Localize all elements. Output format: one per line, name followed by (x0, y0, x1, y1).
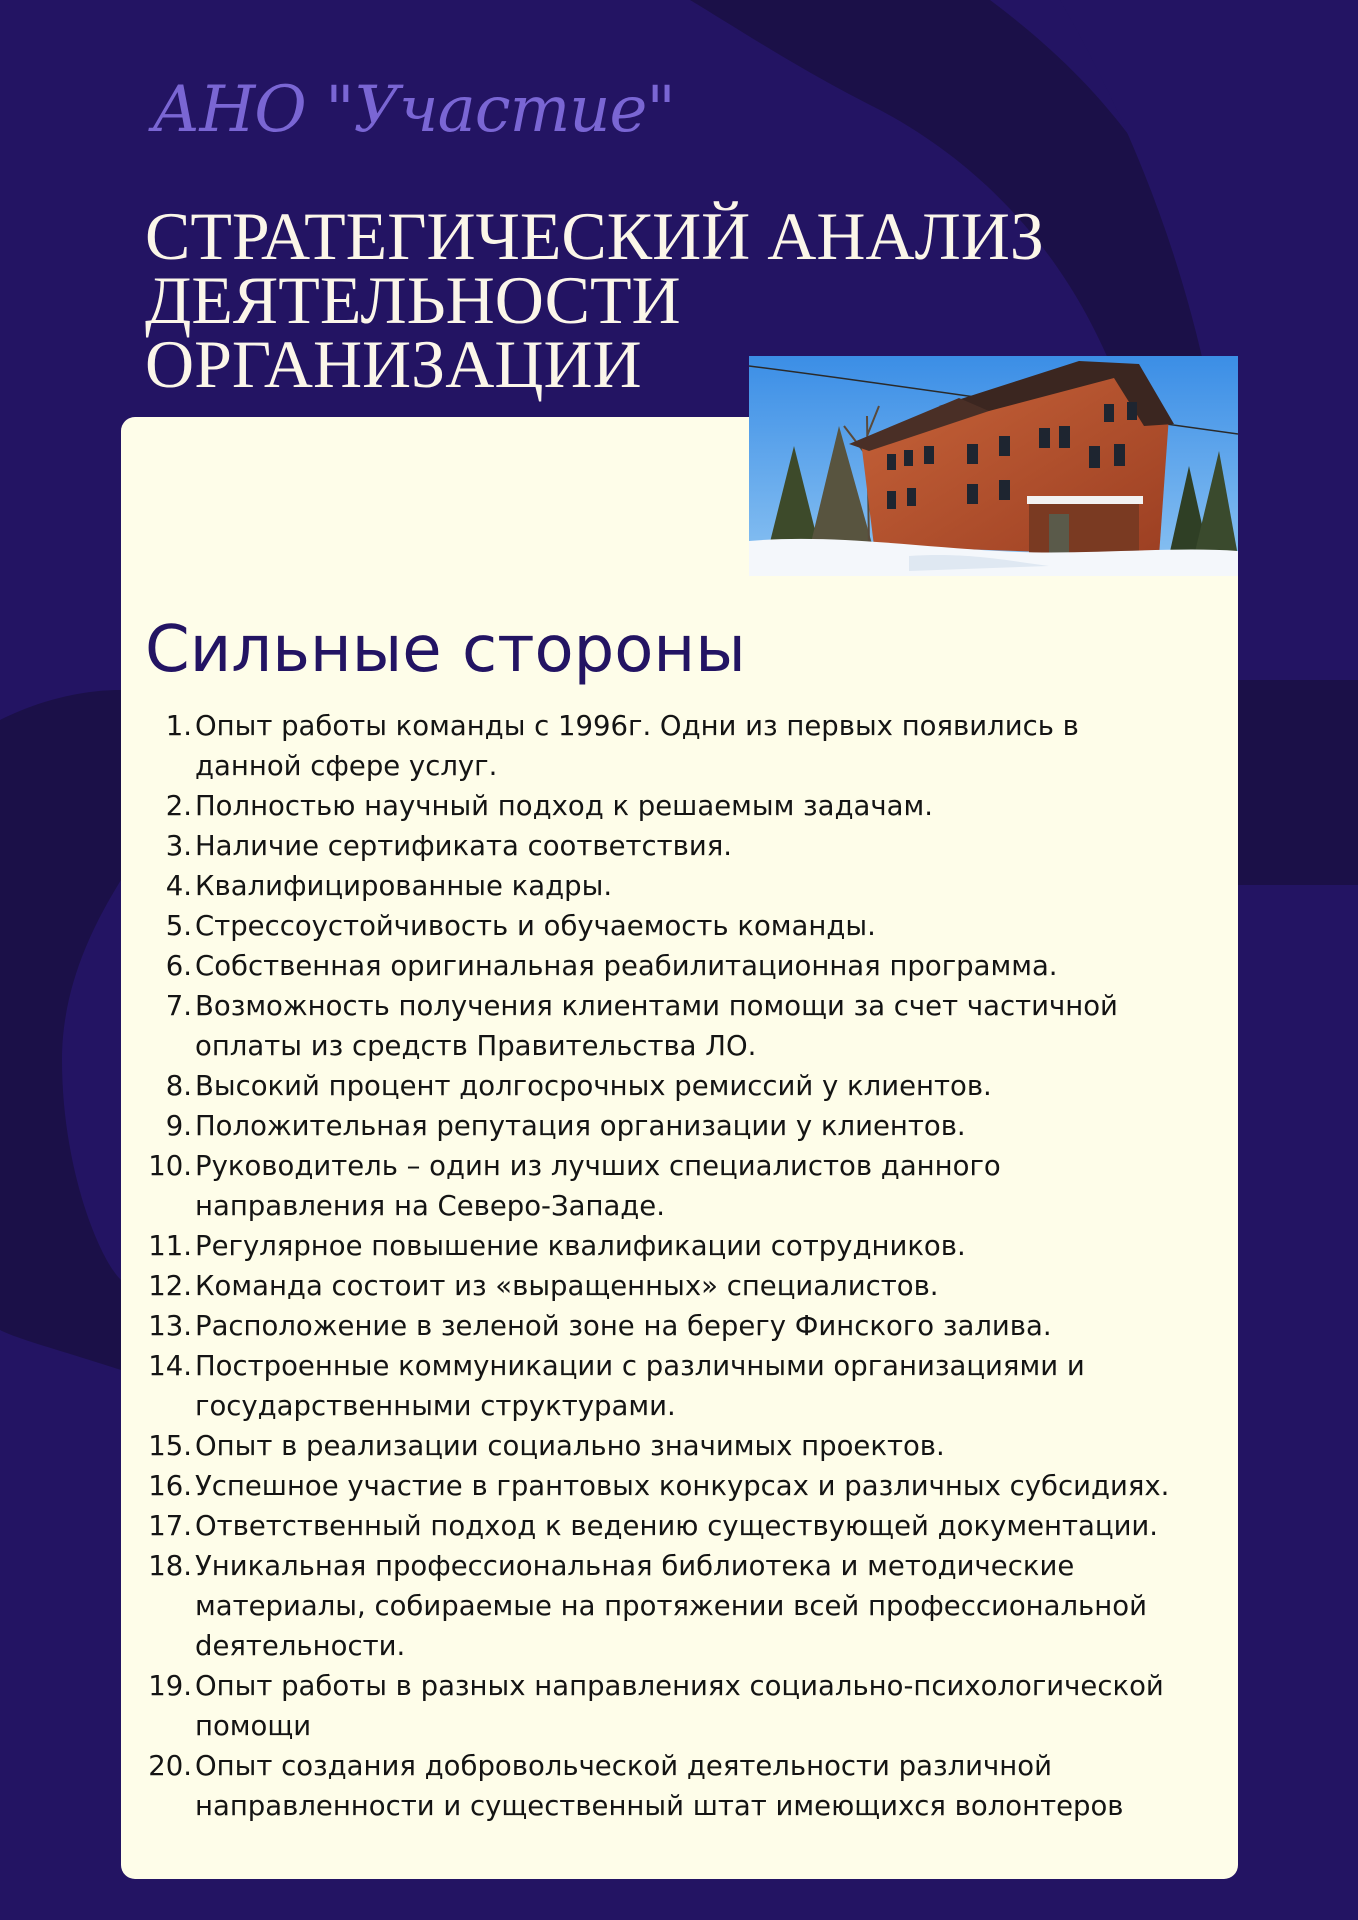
item-number: 8. (165, 1070, 192, 1102)
item-number: 1. (165, 710, 192, 742)
item-text: Успешное участие в грантовых конкурсах и различных субсидиях. (195, 1470, 1170, 1502)
list-item (145, 706, 1225, 786)
item-text: Опыт в реализации социально значимых проектов. (195, 1430, 945, 1462)
item-text: Расположение в зеленой зоне на берегу Финского залива. (195, 1310, 1052, 1342)
item-text: Опыт создания добровольческой деятельности различной направленности и существенный штат имеющихся волонтеров (195, 1750, 1124, 1822)
item-text: Ответственный подход к ведению существующей документации. (195, 1510, 1159, 1542)
list-item (145, 906, 1225, 946)
item-text: Наличие сертификата соответствия. (195, 830, 733, 862)
item-text: Регулярное повышение квалификации сотрудников. (195, 1230, 966, 1262)
list-item (145, 1506, 1225, 1546)
item-text: Команда состоит из «выращенных» специалистов. (195, 1270, 939, 1302)
item-text: Собственная оригинальная реабилитационная программа. (195, 950, 1058, 982)
item-number: 2. (165, 790, 192, 822)
list-item (145, 1306, 1225, 1346)
building-photo (749, 356, 1238, 576)
list-item (145, 866, 1225, 906)
item-number: 20. (148, 1750, 192, 1782)
list-item (145, 1746, 1225, 1826)
item-number: 6. (165, 950, 192, 982)
item-number: 9. (165, 1110, 192, 1142)
item-text: Построенные коммуникации с различными организациями и государственными структурами. (195, 1350, 1085, 1422)
item-number: 3. (165, 830, 192, 862)
item-text: Уникальная профессиональная библиотека и методические материалы, собираемые на протяжении всей профессиональной dеятельности. (195, 1550, 1147, 1662)
item-text: Высокий процент долгосрочных ремиссий у клиентов. (195, 1070, 992, 1102)
organization-name: АНО "Участие" (152, 73, 675, 147)
item-text: Опыт работы в разных направлениях социально-психологической помощи (195, 1670, 1164, 1742)
list-item (145, 1466, 1225, 1506)
strengths-list (145, 706, 1225, 1826)
item-number: 11. (148, 1230, 192, 1262)
list-item (145, 946, 1225, 986)
list-item (145, 1346, 1225, 1426)
item-text: Возможность получения клиентами помощи за счет частичной оплаты из средств Правительства ЛО. (195, 990, 1118, 1062)
list-item (145, 1666, 1225, 1746)
page-title-line: ДЕЯТЕЛЬНОСТИ (145, 262, 681, 338)
item-text: Положительная репутация организации у клиентов. (195, 1110, 966, 1142)
list-item (145, 1426, 1225, 1466)
item-number: 16. (148, 1470, 192, 1502)
list-item (145, 826, 1225, 866)
item-number: 15. (148, 1430, 192, 1462)
list-item (145, 986, 1225, 1066)
item-text: Опыт работы команды с 1996г. Одни из первых появились в данной сфере услуг. (195, 710, 1079, 782)
item-number: 12. (148, 1270, 192, 1302)
page-title-line: ОРГАНИЗАЦИИ (145, 326, 642, 402)
item-number: 19. (148, 1670, 192, 1702)
item-number: 18. (148, 1550, 192, 1582)
list-item (145, 1066, 1225, 1106)
item-text: Полностью научный подход к решаемым задачам. (195, 790, 933, 822)
section-heading: Сильные стороны (145, 613, 746, 687)
item-number: 13. (148, 1310, 192, 1342)
item-number: 5. (165, 910, 192, 942)
item-number: 10. (148, 1150, 192, 1182)
item-number: 4. (165, 870, 192, 902)
list-item (145, 786, 1225, 826)
item-number: 17. (148, 1510, 192, 1542)
item-number: 14. (148, 1350, 192, 1382)
item-text: Стрессоустойчивость и обучаемость команды. (195, 910, 876, 942)
list-item (145, 1266, 1225, 1306)
item-text: Квалифицированные кадры. (195, 870, 613, 902)
page-title-line: СТРАТЕГИЧЕСКИЙ АНАЛИЗ (145, 198, 1044, 274)
list-item (145, 1146, 1225, 1226)
item-text: Руководитель – один из лучших специалистов данного направления на Северо-Западе. (195, 1150, 1001, 1222)
list-item (145, 1106, 1225, 1146)
list-item (145, 1226, 1225, 1266)
item-number: 7. (165, 990, 192, 1022)
list-item (145, 1546, 1225, 1666)
